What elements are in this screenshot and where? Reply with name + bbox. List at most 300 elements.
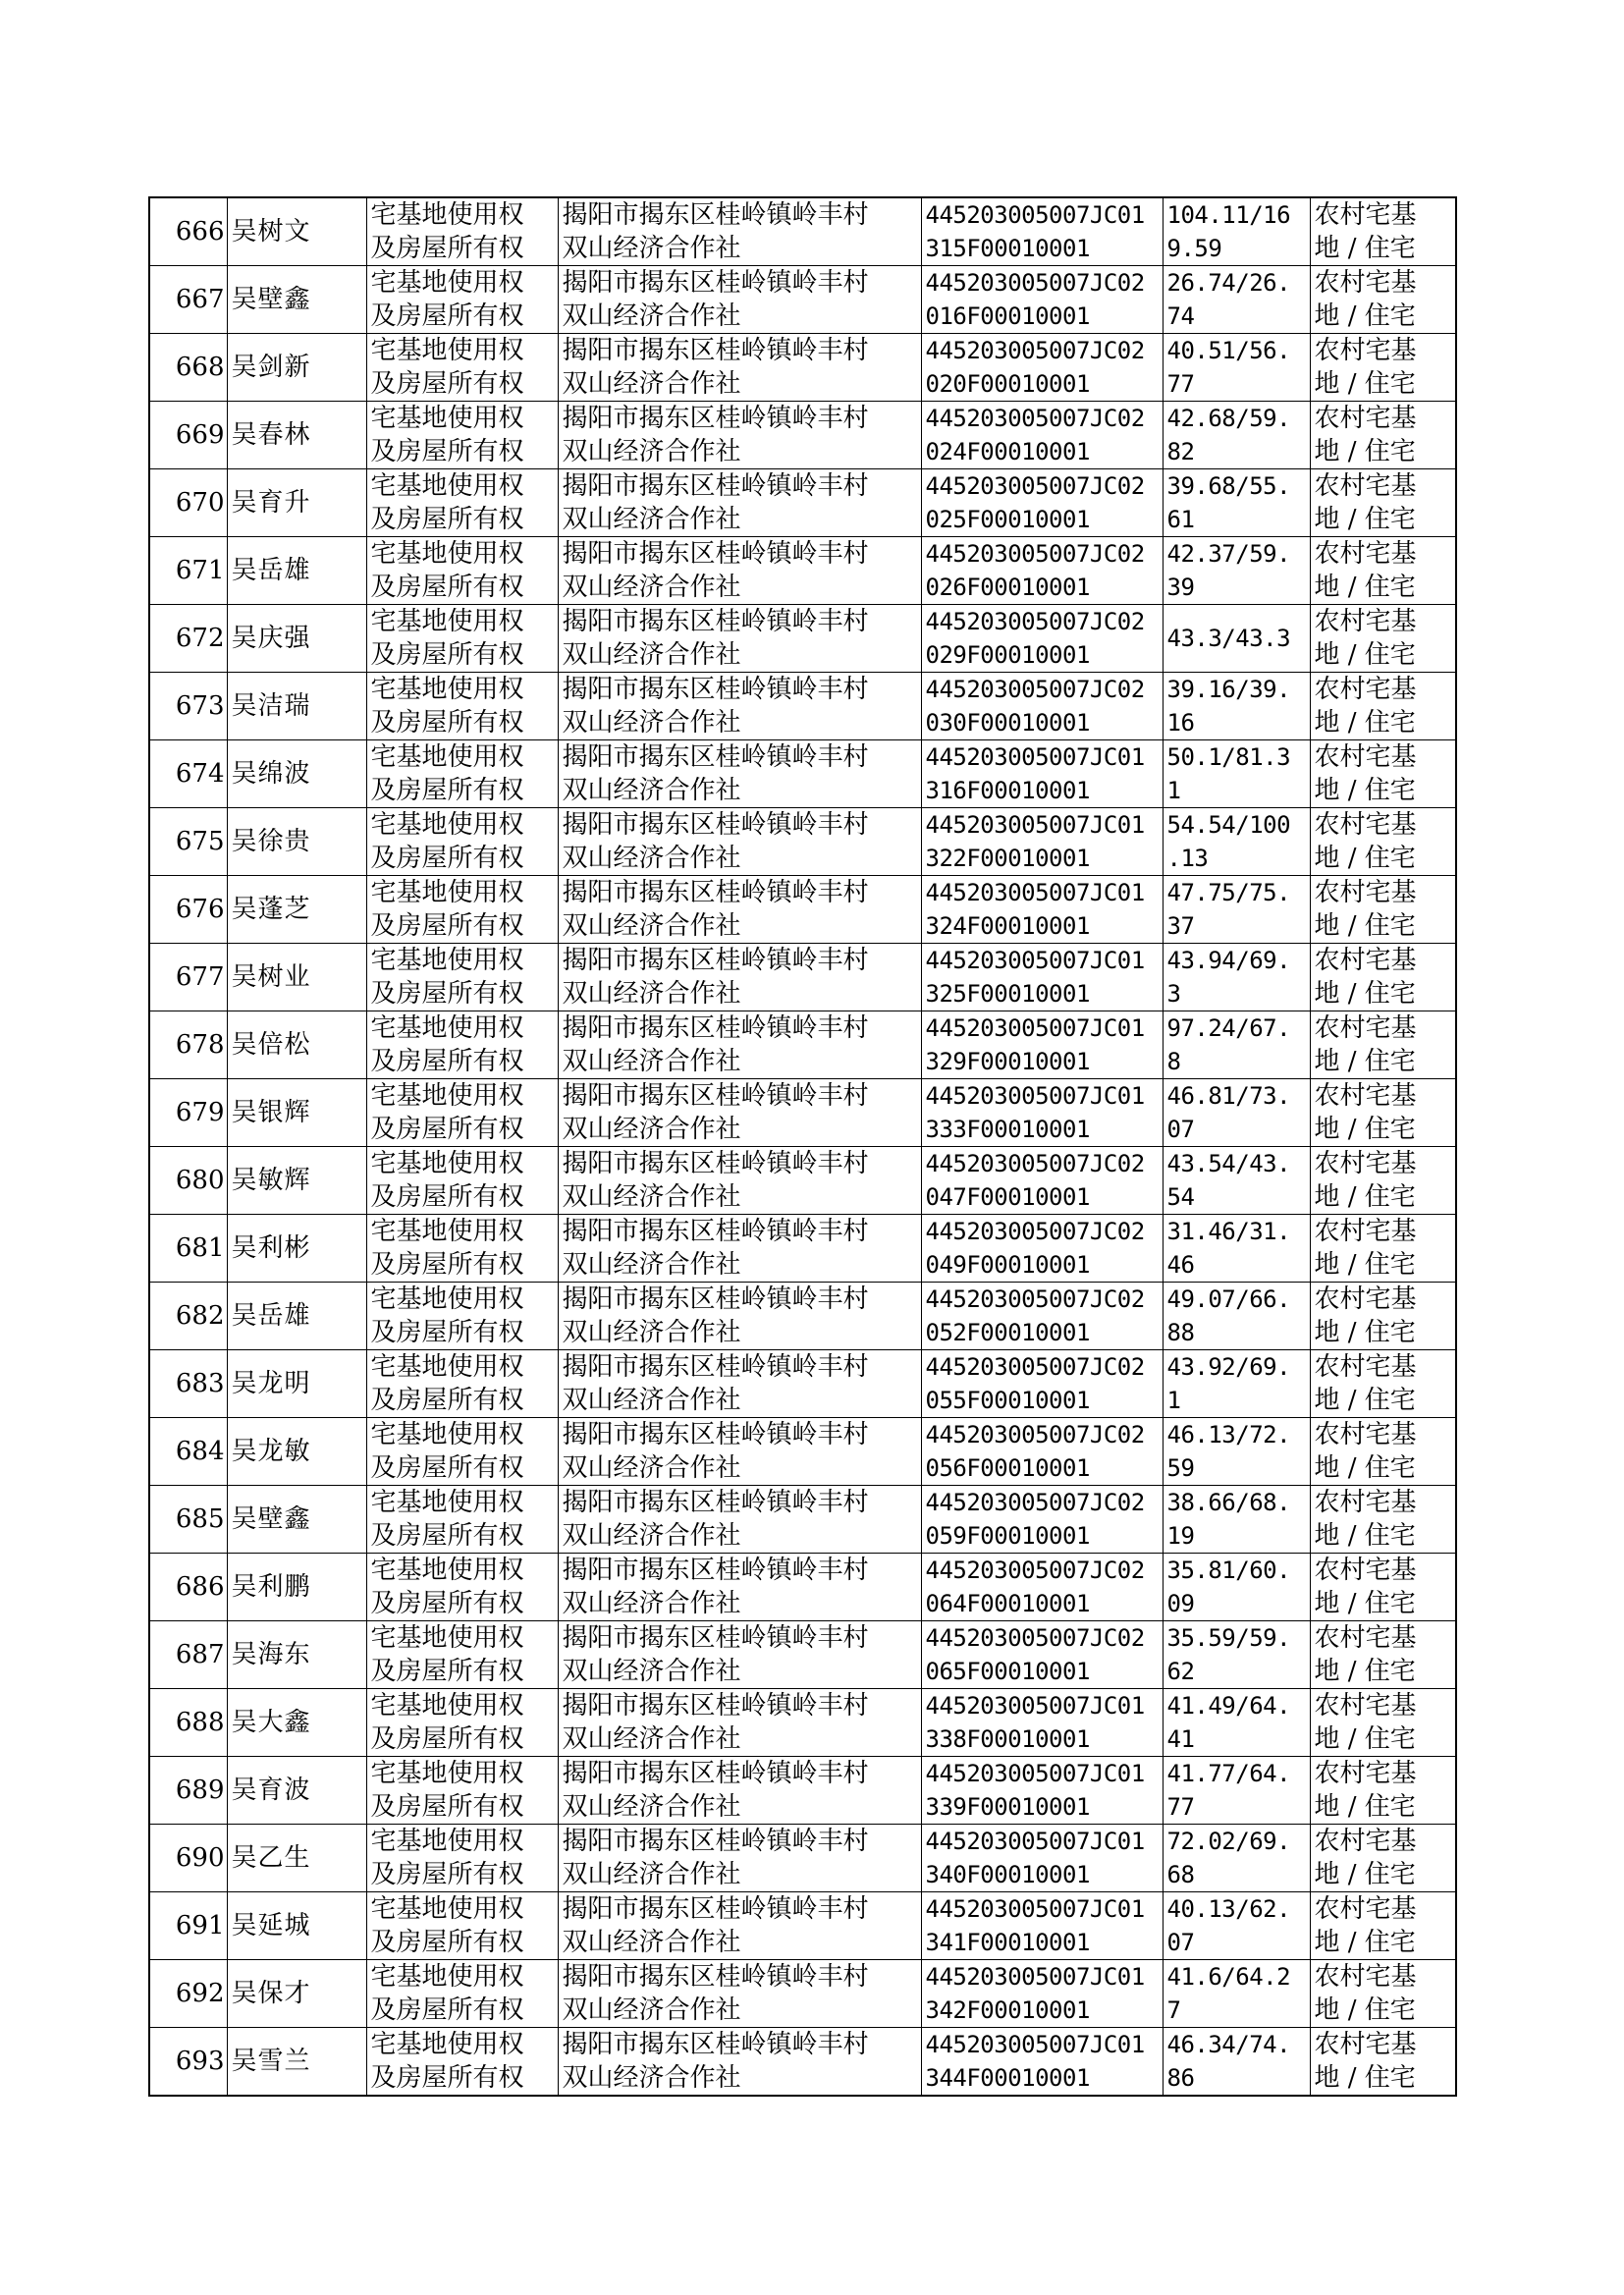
location: 揭阳市揭东区桂岭镇岭丰村 双山经济合作社 xyxy=(562,1691,869,1754)
row-number-cell xyxy=(149,605,227,673)
land-usage: 农村宅基 地 / 住宅 xyxy=(1314,1691,1417,1754)
right-type: 宅基地使用权 及房屋所有权 xyxy=(370,1081,524,1144)
location-cell xyxy=(558,266,921,334)
right-type: 宅基地使用权 及房屋所有权 xyxy=(370,1488,524,1551)
right-type: 宅基地使用权 及房屋所有权 xyxy=(370,1827,524,1889)
right-type: 宅基地使用权 及房屋所有权 xyxy=(370,1352,524,1415)
area-value-cell xyxy=(1163,1757,1310,1825)
area-value: 46.13/72. 59 xyxy=(1166,1421,1291,1482)
location: 揭阳市揭东区桂岭镇岭丰村 双山经济合作社 xyxy=(562,336,869,399)
owner-name-cell xyxy=(227,1757,366,1825)
land-usage: 农村宅基 地 / 住宅 xyxy=(1314,742,1417,805)
table-row xyxy=(149,1418,1456,1486)
land-usage: 农村宅基 地 / 住宅 xyxy=(1314,1623,1417,1686)
land-usage-cell xyxy=(1310,808,1456,876)
area-value: 41.49/64. 41 xyxy=(1166,1692,1291,1753)
row-number-cell xyxy=(149,808,227,876)
land-usage-cell xyxy=(1310,266,1456,334)
right-type-cell xyxy=(366,469,558,537)
land-usage-cell xyxy=(1310,1418,1456,1486)
right-type-cell xyxy=(366,740,558,808)
unit-code: 445203005007JC01 339F00010001 xyxy=(925,1760,1145,1821)
area-value-cell xyxy=(1163,1418,1310,1486)
area-value: 42.68/59. 82 xyxy=(1166,405,1291,465)
owner-name-cell xyxy=(227,876,366,944)
owner-name-cell xyxy=(227,1960,366,2028)
row-number-cell xyxy=(149,1689,227,1757)
unit-code: 445203005007JC02 059F00010001 xyxy=(925,1489,1145,1550)
location-cell xyxy=(558,740,921,808)
right-type: 宅基地使用权 及房屋所有权 xyxy=(370,1217,524,1280)
location: 揭阳市揭东区桂岭镇岭丰村 双山经济合作社 xyxy=(562,742,869,805)
row-number-cell xyxy=(149,266,227,334)
land-usage: 农村宅基 地 / 住宅 xyxy=(1314,1352,1417,1415)
location: 揭阳市揭东区桂岭镇岭丰村 双山经济合作社 xyxy=(562,946,869,1009)
right-type-cell xyxy=(366,1486,558,1554)
right-type: 宅基地使用权 及房屋所有权 xyxy=(370,2030,524,2093)
row-number: 690 xyxy=(175,1843,225,1873)
area-value-cell xyxy=(1163,1350,1310,1418)
land-usage-cell xyxy=(1310,1215,1456,1283)
location: 揭阳市揭东区桂岭镇岭丰村 双山经济合作社 xyxy=(562,1013,869,1076)
location: 揭阳市揭东区桂岭镇岭丰村 双山经济合作社 xyxy=(562,1149,869,1212)
land-usage-cell xyxy=(1310,197,1456,266)
owner-name: 吴树文 xyxy=(231,217,311,246)
area-value: 50.1/81.3 1 xyxy=(1166,743,1291,804)
area-value: 46.81/73. 07 xyxy=(1166,1082,1291,1143)
area-value: 43.94/69. 3 xyxy=(1166,947,1291,1008)
location: 揭阳市揭东区桂岭镇岭丰村 双山经济合作社 xyxy=(562,268,869,331)
row-number-cell xyxy=(149,673,227,740)
owner-name: 吴利彬 xyxy=(231,1233,311,1263)
location-cell xyxy=(558,1147,921,1215)
table-row xyxy=(149,2028,1456,2097)
row-number-cell xyxy=(149,740,227,808)
area-value: 40.51/56. 77 xyxy=(1166,337,1291,398)
location: 揭阳市揭东区桂岭镇岭丰村 双山经济合作社 xyxy=(562,539,869,602)
location-cell xyxy=(558,1621,921,1689)
land-usage-cell xyxy=(1310,1147,1456,1215)
owner-name: 吴春林 xyxy=(231,420,311,450)
land-usage-cell xyxy=(1310,740,1456,808)
row-number-cell xyxy=(149,2028,227,2097)
owner-name: 吴龙敏 xyxy=(231,1437,311,1466)
owner-name-cell xyxy=(227,334,366,402)
row-number-cell xyxy=(149,1486,227,1554)
row-number-cell xyxy=(149,1283,227,1350)
land-usage-cell xyxy=(1310,1621,1456,1689)
land-usage: 农村宅基 地 / 住宅 xyxy=(1314,1013,1417,1076)
location-cell xyxy=(558,2028,921,2097)
unit-code-cell xyxy=(921,1757,1163,1825)
owner-name-cell xyxy=(227,1215,366,1283)
area-value: 31.46/31. 46 xyxy=(1166,1218,1291,1279)
land-usage-cell xyxy=(1310,1757,1456,1825)
right-type: 宅基地使用权 及房屋所有权 xyxy=(370,1962,524,2025)
area-value: 104.11/16 9.59 xyxy=(1166,201,1291,262)
row-number: 692 xyxy=(175,1979,225,2008)
area-value: 43.54/43. 54 xyxy=(1166,1150,1291,1211)
table-row xyxy=(149,402,1456,469)
land-usage: 农村宅基 地 / 住宅 xyxy=(1314,1420,1417,1483)
owner-name-cell xyxy=(227,673,366,740)
owner-name-cell xyxy=(227,197,366,266)
right-type: 宅基地使用权 及房屋所有权 xyxy=(370,471,524,534)
row-number-cell xyxy=(149,1011,227,1079)
table-body xyxy=(149,197,1456,2096)
right-type: 宅基地使用权 及房屋所有权 xyxy=(370,1556,524,1618)
owner-name: 吴剑新 xyxy=(231,353,311,382)
owner-name-cell xyxy=(227,605,366,673)
location: 揭阳市揭东区桂岭镇岭丰村 双山经济合作社 xyxy=(562,1962,869,2025)
owner-name: 吴洁瑞 xyxy=(231,691,311,721)
location-cell xyxy=(558,673,921,740)
owner-name: 吴大鑫 xyxy=(231,1708,311,1737)
unit-code-cell xyxy=(921,1011,1163,1079)
unit-code: 445203005007JC02 049F00010001 xyxy=(925,1218,1145,1279)
land-usage: 农村宅基 地 / 住宅 xyxy=(1314,1488,1417,1551)
area-value-cell xyxy=(1163,1486,1310,1554)
area-value: 35.59/59. 62 xyxy=(1166,1624,1291,1685)
area-value-cell xyxy=(1163,2028,1310,2097)
location-cell xyxy=(558,1215,921,1283)
unit-code-cell xyxy=(921,808,1163,876)
table-row xyxy=(149,605,1456,673)
location: 揭阳市揭东区桂岭镇岭丰村 双山经济合作社 xyxy=(562,1352,869,1415)
owner-name: 吴徐贵 xyxy=(231,827,311,856)
table-row xyxy=(149,537,1456,605)
unit-code: 445203005007JC02 024F00010001 xyxy=(925,405,1145,465)
right-type-cell xyxy=(366,402,558,469)
owner-name-cell xyxy=(227,266,366,334)
unit-code-cell xyxy=(921,1283,1163,1350)
row-number: 680 xyxy=(175,1166,225,1195)
location: 揭阳市揭东区桂岭镇岭丰村 双山经济合作社 xyxy=(562,1081,869,1144)
row-number: 686 xyxy=(175,1572,225,1602)
right-type: 宅基地使用权 及房屋所有权 xyxy=(370,1759,524,1822)
right-type: 宅基地使用权 及房屋所有权 xyxy=(370,200,524,263)
area-value-cell xyxy=(1163,1079,1310,1147)
table-row xyxy=(149,469,1456,537)
land-usage: 农村宅基 地 / 住宅 xyxy=(1314,607,1417,670)
location: 揭阳市揭东区桂岭镇岭丰村 双山经济合作社 xyxy=(562,2030,869,2093)
table-row xyxy=(149,334,1456,402)
land-usage: 农村宅基 地 / 住宅 xyxy=(1314,1149,1417,1212)
unit-code-cell xyxy=(921,334,1163,402)
unit-code-cell xyxy=(921,876,1163,944)
area-value: 39.68/55. 61 xyxy=(1166,472,1291,533)
unit-code: 445203005007JC02 064F00010001 xyxy=(925,1557,1145,1617)
land-usage: 农村宅基 地 / 住宅 xyxy=(1314,946,1417,1009)
row-number: 685 xyxy=(175,1504,225,1534)
unit-code: 445203005007JC01 315F00010001 xyxy=(925,201,1145,262)
table-row xyxy=(149,266,1456,334)
area-value-cell xyxy=(1163,197,1310,266)
location-cell xyxy=(558,1825,921,1892)
location: 揭阳市揭东区桂岭镇岭丰村 双山经济合作社 xyxy=(562,1556,869,1618)
unit-code: 445203005007JC01 338F00010001 xyxy=(925,1692,1145,1753)
area-value: 35.81/60. 09 xyxy=(1166,1557,1291,1617)
location-cell xyxy=(558,537,921,605)
row-number-cell xyxy=(149,1418,227,1486)
right-type: 宅基地使用权 及房屋所有权 xyxy=(370,675,524,738)
location-cell xyxy=(558,1689,921,1757)
land-usage-cell xyxy=(1310,1689,1456,1757)
unit-code: 445203005007JC02 055F00010001 xyxy=(925,1353,1145,1414)
owner-name-cell xyxy=(227,1079,366,1147)
owner-name: 吴岳雄 xyxy=(231,1301,311,1331)
table-row xyxy=(149,1079,1456,1147)
table-row xyxy=(149,876,1456,944)
land-usage: 农村宅基 地 / 住宅 xyxy=(1314,1556,1417,1618)
land-usage-cell xyxy=(1310,2028,1456,2097)
unit-code-cell xyxy=(921,1960,1163,2028)
row-number: 666 xyxy=(175,217,225,246)
land-usage-cell xyxy=(1310,1350,1456,1418)
unit-code: 445203005007JC02 016F00010001 xyxy=(925,269,1145,330)
unit-code-cell xyxy=(921,1486,1163,1554)
location-cell xyxy=(558,1960,921,2028)
land-usage-cell xyxy=(1310,402,1456,469)
land-usage-cell xyxy=(1310,673,1456,740)
row-number: 668 xyxy=(175,353,225,382)
land-usage: 农村宅基 地 / 住宅 xyxy=(1314,336,1417,399)
right-type-cell xyxy=(366,2028,558,2097)
right-type: 宅基地使用权 及房屋所有权 xyxy=(370,742,524,805)
location-cell xyxy=(558,197,921,266)
land-usage: 农村宅基 地 / 住宅 xyxy=(1314,675,1417,738)
row-number-cell xyxy=(149,1147,227,1215)
row-number: 670 xyxy=(175,488,225,518)
area-value: 40.13/62. 07 xyxy=(1166,1895,1291,1956)
table-row xyxy=(149,740,1456,808)
unit-code: 445203005007JC02 025F00010001 xyxy=(925,472,1145,533)
row-number: 669 xyxy=(175,420,225,450)
land-usage: 农村宅基 地 / 住宅 xyxy=(1314,1759,1417,1822)
table-row xyxy=(149,1554,1456,1621)
unit-code: 445203005007JC02 065F00010001 xyxy=(925,1624,1145,1685)
location-cell xyxy=(558,605,921,673)
right-type-cell xyxy=(366,537,558,605)
table-row xyxy=(149,1350,1456,1418)
location: 揭阳市揭东区桂岭镇岭丰村 双山经济合作社 xyxy=(562,200,869,263)
right-type-cell xyxy=(366,1960,558,2028)
owner-name-cell xyxy=(227,1418,366,1486)
location: 揭阳市揭东区桂岭镇岭丰村 双山经济合作社 xyxy=(562,1217,869,1280)
owner-name-cell xyxy=(227,944,366,1011)
owner-name: 吴倍松 xyxy=(231,1030,311,1060)
location-cell xyxy=(558,1350,921,1418)
owner-name: 吴延城 xyxy=(231,1911,311,1940)
table-row xyxy=(149,1825,1456,1892)
row-number: 684 xyxy=(175,1437,225,1466)
location-cell xyxy=(558,1757,921,1825)
owner-name-cell xyxy=(227,808,366,876)
area-value: 54.54/100 .13 xyxy=(1166,811,1291,872)
owner-name: 吴乙生 xyxy=(231,1843,311,1873)
owner-name: 吴树业 xyxy=(231,962,311,992)
table-row xyxy=(149,1011,1456,1079)
location: 揭阳市揭东区桂岭镇岭丰村 双山经济合作社 xyxy=(562,1488,869,1551)
area-value-cell xyxy=(1163,1892,1310,1960)
unit-code-cell xyxy=(921,1825,1163,1892)
row-number: 678 xyxy=(175,1030,225,1060)
land-usage: 农村宅基 地 / 住宅 xyxy=(1314,1962,1417,2025)
owner-name: 吴海东 xyxy=(231,1640,311,1669)
area-value: 43.3/43.3 xyxy=(1166,625,1291,652)
right-type-cell xyxy=(366,334,558,402)
unit-code: 445203005007JC01 329F00010001 xyxy=(925,1014,1145,1075)
right-type-cell xyxy=(366,944,558,1011)
right-type: 宅基地使用权 及房屋所有权 xyxy=(370,1894,524,1957)
right-type: 宅基地使用权 及房屋所有权 xyxy=(370,607,524,670)
right-type-cell xyxy=(366,1079,558,1147)
unit-code: 445203005007JC02 030F00010001 xyxy=(925,676,1145,737)
unit-code-cell xyxy=(921,1350,1163,1418)
right-type-cell xyxy=(366,1689,558,1757)
land-usage: 农村宅基 地 / 住宅 xyxy=(1314,878,1417,941)
right-type-cell xyxy=(366,1147,558,1215)
right-type: 宅基地使用权 及房屋所有权 xyxy=(370,946,524,1009)
row-number: 687 xyxy=(175,1640,225,1669)
owner-name-cell xyxy=(227,1892,366,1960)
land-usage-cell xyxy=(1310,605,1456,673)
row-number-cell xyxy=(149,1757,227,1825)
owner-name-cell xyxy=(227,1689,366,1757)
right-type-cell xyxy=(366,1011,558,1079)
land-usage-cell xyxy=(1310,334,1456,402)
unit-code-cell xyxy=(921,1621,1163,1689)
area-value: 26.74/26. 74 xyxy=(1166,269,1291,330)
location: 揭阳市揭东区桂岭镇岭丰村 双山经济合作社 xyxy=(562,607,869,670)
table-row xyxy=(149,944,1456,1011)
right-type-cell xyxy=(366,1892,558,1960)
location: 揭阳市揭东区桂岭镇岭丰村 双山经济合作社 xyxy=(562,878,869,941)
row-number-cell xyxy=(149,1892,227,1960)
row-number: 674 xyxy=(175,759,225,789)
area-value-cell xyxy=(1163,1283,1310,1350)
row-number-cell xyxy=(149,469,227,537)
location: 揭阳市揭东区桂岭镇岭丰村 双山经济合作社 xyxy=(562,1827,869,1889)
right-type: 宅基地使用权 及房屋所有权 xyxy=(370,404,524,466)
right-type-cell xyxy=(366,605,558,673)
unit-code-cell xyxy=(921,1554,1163,1621)
owner-name-cell xyxy=(227,1147,366,1215)
area-value: 38.66/68. 19 xyxy=(1166,1489,1291,1550)
land-usage-cell xyxy=(1310,944,1456,1011)
area-value-cell xyxy=(1163,537,1310,605)
unit-code-cell xyxy=(921,673,1163,740)
right-type-cell xyxy=(366,1757,558,1825)
owner-name: 吴绵波 xyxy=(231,759,311,789)
area-value: 49.07/66. 88 xyxy=(1166,1285,1291,1346)
unit-code: 445203005007JC01 333F00010001 xyxy=(925,1082,1145,1143)
land-usage-cell xyxy=(1310,876,1456,944)
area-value: 43.92/69. 1 xyxy=(1166,1353,1291,1414)
owner-name: 吴银辉 xyxy=(231,1098,311,1127)
row-number-cell xyxy=(149,1621,227,1689)
right-type-cell xyxy=(366,876,558,944)
row-number-cell xyxy=(149,1960,227,2028)
location: 揭阳市揭东区桂岭镇岭丰村 双山经济合作社 xyxy=(562,1623,869,1686)
row-number: 667 xyxy=(175,285,225,314)
land-usage: 农村宅基 地 / 住宅 xyxy=(1314,1827,1417,1889)
unit-code-cell xyxy=(921,1418,1163,1486)
location-cell xyxy=(558,1011,921,1079)
location-cell xyxy=(558,469,921,537)
row-number-cell xyxy=(149,1350,227,1418)
row-number: 679 xyxy=(175,1098,225,1127)
land-usage: 农村宅基 地 / 住宅 xyxy=(1314,268,1417,331)
unit-code: 445203005007JC01 342F00010001 xyxy=(925,1963,1145,2024)
table-row xyxy=(149,1621,1456,1689)
row-number-cell xyxy=(149,876,227,944)
table-row xyxy=(149,1215,1456,1283)
land-usage-cell xyxy=(1310,1283,1456,1350)
right-type: 宅基地使用权 及房屋所有权 xyxy=(370,810,524,873)
table-row xyxy=(149,1147,1456,1215)
right-type: 宅基地使用权 及房屋所有权 xyxy=(370,539,524,602)
land-usage-cell xyxy=(1310,469,1456,537)
land-usage: 农村宅基 地 / 住宅 xyxy=(1314,404,1417,466)
row-number: 677 xyxy=(175,962,225,992)
table-row xyxy=(149,1283,1456,1350)
row-number-cell xyxy=(149,1215,227,1283)
location: 揭阳市揭东区桂岭镇岭丰村 双山经济合作社 xyxy=(562,810,869,873)
right-type-cell xyxy=(366,1825,558,1892)
owner-name: 吴岳雄 xyxy=(231,556,311,585)
area-value: 39.16/39. 16 xyxy=(1166,676,1291,737)
unit-code-cell xyxy=(921,1215,1163,1283)
area-value-cell xyxy=(1163,876,1310,944)
area-value: 72.02/69. 68 xyxy=(1166,1828,1291,1888)
area-value-cell xyxy=(1163,1554,1310,1621)
area-value-cell xyxy=(1163,1011,1310,1079)
owner-name: 吴蓬芝 xyxy=(231,895,311,924)
owner-name-cell xyxy=(227,469,366,537)
table-row xyxy=(149,1757,1456,1825)
table-row xyxy=(149,1486,1456,1554)
area-value-cell xyxy=(1163,605,1310,673)
land-usage-cell xyxy=(1310,1960,1456,2028)
owner-name-cell xyxy=(227,1350,366,1418)
land-usage-cell xyxy=(1310,1892,1456,1960)
right-type-cell xyxy=(366,1215,558,1283)
right-type-cell xyxy=(366,1554,558,1621)
unit-code: 445203005007JC02 029F00010001 xyxy=(925,608,1145,669)
land-usage-cell xyxy=(1310,1486,1456,1554)
location: 揭阳市揭东区桂岭镇岭丰村 双山经济合作社 xyxy=(562,1420,869,1483)
unit-code-cell xyxy=(921,1892,1163,1960)
land-usage: 农村宅基 地 / 住宅 xyxy=(1314,2030,1417,2093)
area-value-cell xyxy=(1163,1960,1310,2028)
right-type-cell xyxy=(366,1621,558,1689)
area-value-cell xyxy=(1163,1215,1310,1283)
right-type: 宅基地使用权 及房屋所有权 xyxy=(370,878,524,941)
owner-name: 吴敏辉 xyxy=(231,1166,311,1195)
owner-name: 吴庆强 xyxy=(231,624,311,653)
table-row xyxy=(149,673,1456,740)
land-usage: 农村宅基 地 / 住宅 xyxy=(1314,1894,1417,1957)
row-number: 675 xyxy=(175,827,225,856)
right-type: 宅基地使用权 及房屋所有权 xyxy=(370,1149,524,1212)
owner-name: 吴壁鑫 xyxy=(231,285,311,314)
unit-code-cell xyxy=(921,944,1163,1011)
unit-code: 445203005007JC01 340F00010001 xyxy=(925,1828,1145,1888)
area-value-cell xyxy=(1163,334,1310,402)
right-type-cell xyxy=(366,197,558,266)
land-usage-cell xyxy=(1310,1079,1456,1147)
